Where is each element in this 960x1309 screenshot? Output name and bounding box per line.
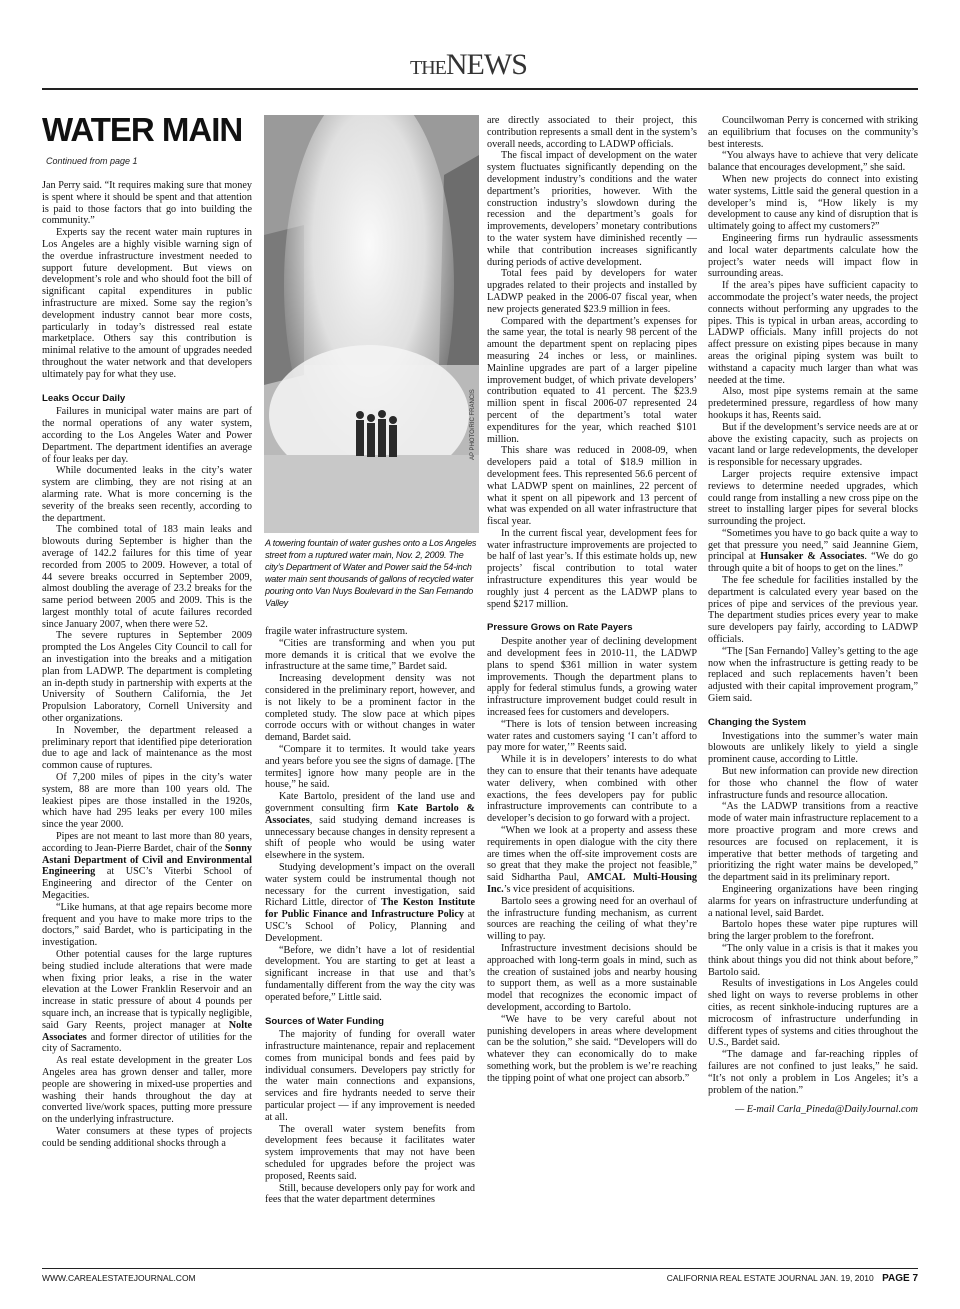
masthead-news: NEWS [445, 48, 527, 81]
paragraph [487, 825, 697, 896]
paragraph [42, 949, 252, 1055]
paragraph-text: Studying development’s impact on the overall water system could be instrumental though not necessary for the current investigation, said Richard Little, director of [265, 861, 475, 909]
paragraph: As real estate development in the greater Los Angeles area has grown denser and taller, more people are showering in mixed-use properties and washing their hands throughout the day at converted live/work spaces, putting more pressure on the underlying infrastructure. [42, 1055, 252, 1126]
paragraph-text: at USC’s Viterbi School of Engineering and director of the Center on Megacities. [42, 866, 252, 902]
paragraph [42, 831, 252, 902]
paragraph-text: at USC’s School of Policy, Planning and Development. [265, 909, 475, 944]
paragraph: “The only value in a crisis is that it makes you think about things you did not think about before,” Bartolo said. [708, 942, 918, 978]
paragraph: When new projects do connect into existing water systems, Little said the general question in a developer’s mind is, “How likely is my development to cause any kind of disruption that is ultimately going to affect my customers?” [708, 173, 918, 233]
section-heading: Sources of Water Funding [265, 1015, 385, 1027]
paragraph: Bartolo sees a growing need for an overhaul of the infrastructure funding mechanism, as current sources are reaching the ceiling of what they’re willing to pay. [487, 895, 697, 943]
masthead-the: THE [410, 57, 446, 79]
section-heading: Changing the System [708, 716, 807, 728]
footer-date: JAN. 19, 2010 [819, 1273, 874, 1283]
paragraph: But if the development’s service needs are at or above the existing capacity, such as projects on vacant land or large redevelopments, the developer is responsible for necessary upgrades. [708, 421, 918, 469]
paragraph [708, 528, 918, 575]
paragraph [265, 862, 475, 945]
paragraph: Of 7,200 miles of pipes in the city’s water system, 88 are more than 100 years old. The leakiest pipes are those installed in the 1920s, which have had 295 leaks per every 100 miles since the year 2000. [42, 772, 252, 831]
paragraph: “There is lots of tension between increasing water rates and customers saying ‘I can’t afford to pay more for water,’” Reents said. [487, 718, 697, 754]
paragraph: In November, the department released a preliminary report that identified pipe deterioration due to age and lack of maintenance as the most common cause of ruptures. [42, 724, 252, 772]
paragraph: Increasing development density was not considered in the preliminary report, however, and is not likely to be a prominent factor in the completed study. The slow pace at which pipes corrode occurs with or without changes in water demand, Bardet said. [265, 673, 475, 744]
paragraph-text: . “We do go through quite a bit of hoops to get on the lines.” [708, 551, 919, 575]
paragraph: In the current fiscal year, development fees for water infrastructure improvements are projected to be half of last year’s. If this estimate holds up, new projects’ fiscal contribution to total water infrastructure expenditures this year would be roughly just 4 percent as the LADWP plans to spend $217 million. [487, 527, 697, 610]
paragraph: “Cities are transforming and when you put more demands it is critical that we evolve the infrastructure at the same time,” Bardet said. [265, 637, 475, 673]
paragraph: Engineering firms run hydraulic assessments and local water departments calculate how the project’s water needs will impact flow in surrounding areas. [708, 232, 918, 280]
paragraph: The overall water system benefits from development fees because it facilitates water system improvements that may not have been scheduled for upgrades before the project was proposed, Reents said. [265, 1123, 475, 1182]
article-column-2 [265, 626, 475, 1206]
paragraph: “Like humans, at that age repairs become more frequent and you have to make more trips to the doctors,” said Bardet, who is participating in the investigation. [42, 901, 252, 949]
paragraph: Jan Perry said. “It requires making sure that money is spent where it should be spent and that attention is paid to those factors that go into building the community.” [42, 180, 252, 227]
paragraph: Councilwoman Perry is concerned with striking an equilibrium that focuses on the community’s best interests. [708, 115, 918, 150]
paragraph: Water consumers at these types of projects could be sending additional shocks through a [42, 1125, 252, 1149]
section-heading: Pressure Grows on Rate Payers [487, 622, 633, 634]
paragraph-text: Kate Bartolo, president of the land use and government consulting firm [265, 791, 475, 814]
footer-rule [42, 1268, 918, 1269]
paragraph: Bartolo hopes these water pipe ruptures will bring the larger problem to the forefront. [708, 919, 918, 943]
paragraph: “The damage and far-reaching ripples of failures are not confined to just leaks,” he said. “It’s not only a problem in Los Angeles; it’s a problem of the nation.” [708, 1049, 918, 1096]
footer-info [667, 1273, 918, 1284]
article-column-1 [42, 180, 252, 1150]
paragraph [265, 791, 475, 862]
footer-page-number: PAGE 7 [882, 1273, 918, 1284]
paragraph: While documented leaks in the city’s water system are climbing, they are not rising at an alarming rate. What is more concerning is the severity of the breaks seen recently, according to the department. [42, 465, 252, 524]
paragraph: Results of investigations in Los Angeles could shed light on ways to reverse problems in other cities, as recent sinkhole-inducing ruptures are a microcosm of infrastructure underfunding in different types of systems and cities throughout the U.S., Bardet said. [708, 978, 918, 1049]
fountain-illustration [264, 115, 479, 533]
paragraph: Engineering organizations have been ringing alarms for years on infrastructure underfunding at a national level, said Bardet. [708, 884, 918, 919]
paragraph: Larger projects require extensive impact reviews to determine needed upgrades, which could range from installing a new cross pipe on the street to installing larger pipes for several blocks surrounding the project. [708, 468, 918, 528]
paragraph-text: and former director of utilities for the city of Sacramento. [42, 1031, 252, 1055]
paragraph: Failures in municipal water mains are part of the normal operations of any water system, according to the Los Angeles Water and Power Department. The department identifies an average of four leaks per day. [42, 406, 252, 465]
paragraph: fragile water infrastructure system. [265, 626, 408, 637]
paragraph: But new information can provide new direction for those who channel the flow of water infrastructure funds and resource allocation. [708, 766, 918, 801]
organization-name: Kate Bartolo & Associates [265, 802, 475, 826]
paragraph: The fiscal impact of development on the water system fluctuates significantly depending on the development industry’s conditions and the water department’s priorities, however. With the construction industry’s slowdown during the recession and the department’s goals for improvements, developers’ monetary contributions to the water system have diminished recently — while that contribution increases significantly during periods of active development. [487, 150, 697, 268]
paragraph-text: “When we look at a property and assess these requirements in open dialogue with the city there are times when the off-site improvement costs are so great that they make the project not feasible,” said Sidhartha Paul, [487, 825, 697, 884]
paragraph: “The [San Fernando] Valley’s getting to the age now when the infrastructure is getting ready to be replaced and such replacements haven’t been adjusted with their capital improvement program,” Giem said. [708, 645, 918, 705]
organization-name: Sonny Astani Department of Civil and Environmental Engineering [42, 842, 252, 878]
footer-publication: CALIFORNIA REAL ESTATE JOURNAL [666, 1273, 818, 1283]
paragraph: The majority of funding for overall water infrastructure maintenance, repair and replacement comes from municipal bonds and fees paid by individual consumers. Developers pay strictly for the water main connections and expansions, services and fire hydrants needed to serve their particular project — if any improvement is needed at all. [265, 1029, 475, 1123]
paragraph-text: Pipes are not meant to last more than 80 years, according to Jean-Pierre Bardet, chair of the [42, 831, 252, 854]
paragraph: If the area’s pipes have sufficient capacity to accommodate the project’s water needs, the project connects without performing any upgrades to the pipes. This is typical in urban areas, according to LADWP officials. Many infill projects do not affect pressure on existing pipes because in many areas the original piping system was built to withstand a capacity much larger than what was needed at the time. [708, 280, 918, 386]
paragraph-text: “Sometimes you have to go back quite a way to get that pressure you need,” said Jeannine Giem, principal at [708, 527, 918, 563]
paragraph-text: Other potential causes for the large ruptures being studied include alterations that were made when fixing prior leaks, a rise in the water elevation at the Lower Franklin Reservoir and an increase in static pressure of about 4 pounds per square inch, an increase that is typically negligible, said Gary Reents, project manager at [42, 949, 252, 1031]
author-email-signoff: — E-mail Carla_Pineda@DailyJournal.com [735, 1104, 918, 1116]
section-heading: Leaks Occur Daily [42, 392, 126, 404]
paragraph: Compared with the department’s expenses for the same year, the total is nearly 98 percent of the amount the department spent on replacing pipes measuring 24 inches or less, or mainlines. Mainline upgrades are part of a larger pipeline improvement budget, of which private developers’ contribution equated to 41 percent. The $23.9 million spent in fiscal 2006-07 represented 24 percent of the department’s total water expenditures for the year, which reached $101 million. [487, 315, 697, 445]
organization-name: Hunsaker & Associates [760, 551, 865, 563]
paragraph: The severe ruptures in September 2009 prompted the Los Angeles City Council to call for an investigation into the breaks and a mitigation plan from LADWP. The department is completing an in-depth study in partnership with experts at the University of Southern California, the Jet Propulsion Laboratory, Cornell University and other organizations. [42, 630, 252, 725]
paragraph: Also, most pipe systems remain at the same predetermined pressure, regardless of how many hookups it has, Reents said. [708, 386, 918, 421]
paragraph: Experts say the recent water main ruptures in Los Angeles are a highly visible warning sign of the overdue infrastructure investment needed to support future development. But views on development’s role and who should foot the bill of significant capital expenditures in public infrastructure are mixed. Some say the region’s development industry cannot bear more costs, particularly in today’s distressed real estate marketplace. Others say this contribution is minimal relative to the amount of upgrades needed throughout the water network and that developers ultimately pay for what they use. [42, 227, 252, 380]
paragraph: Still, because developers only pay for work and fees that the water department determines [265, 1182, 475, 1206]
water-main-photo [264, 115, 479, 533]
continued-note: Continued from page 1 [46, 156, 138, 166]
headline: WATER MAIN [42, 111, 243, 148]
paragraph: are directly associated to their project, this contribution represents a small dent in the system’s overall needs, according to LADWP officials. [487, 115, 697, 150]
paragraph: The fee schedule for facilities installed by the department is calculated every year based on the prices of pipe and services of the previous year. The department studies prices every year to make sure developers pay fairly, according to LADWP officials. [708, 575, 918, 646]
paragraph: Total fees paid by developers for water upgrades related to their projects and installed by LADWP peaked in the 2006-07 fiscal year, when new projects generated $23.9 million in fees. [487, 268, 697, 315]
paragraph: This share was reduced in 2008-09, when developers paid a total of $18.9 million in development fees. This represented 56.6 percent of what LADWP spent on mainlines, 22 percent of what it spent on all pipework and 13 percent of what was expended on all water infrastructure that fiscal year. [487, 445, 697, 528]
paragraph: “We have to be very careful about not punishing developers in areas where development can be the solution,” she said. “Developers will do whatever they can economically do to make something work, but the problem is we’re reaching the tipping point of what one project can absorb.” [487, 1013, 697, 1084]
top-rule [42, 88, 918, 90]
paragraph-text: , said studying demand increases is unnecessary because changes in density represent a shift of people who would be using water elsewhere in the system. [265, 814, 475, 862]
photo-credit: AP PHOTO/RIC FRANCIS [470, 389, 476, 460]
organization-name: AMCAL Multi-Housing Inc. [487, 872, 697, 895]
paragraph: Investigations into the summer’s water main blowouts are unlikely likely to yield a single prominent cause, according to Little. [708, 730, 918, 766]
paragraph: While it is in developers’ interests to do what they can to ensure that their tenants have adequate water delivery, when combined with other exactions, the fees developers pay for public infrastructure improvements can contribute to a developer’s decision to go forward with a project. [487, 754, 697, 825]
paragraph: Infrastructure investment decisions should be approached with long-term goals in mind, such as the creation of sustained jobs and nearby housing to support them, as well as a more sustainable model that recognizes the economic impact of development, according to Bartolo. [487, 942, 697, 1013]
organization-name: The Keston Institute for Public Finance and Infrastructure Policy [265, 897, 475, 921]
paragraph: “Before, we didn’t have a lot of residential development. You are starting to get at least a significant increase in that use and that’s fundamentally different from the way the city was operated before,” Little said. [265, 944, 475, 1003]
paragraph-text: ’s vice president of acquisitions. [503, 884, 635, 895]
organization-name: Nolte Associates [42, 1019, 252, 1043]
masthead [410, 48, 550, 84]
paragraph: Despite another year of declining development and development fees in 2010-11, the LADWP plans to spend $361 million in water system improvements. Though the department plans to apply for federal stimulus funds, a growing water infrastructure improvement budget could result in increased fees for customers and developers. [487, 636, 697, 719]
paragraph: The combined total of 183 main leaks and blowouts during September is higher than the average of 142.2 failures for this time of year recorded from 2005 to 2009. However, a total of 44 severe breaks occurred in September 2009, almost doubling the average of 23.2 breaks for the same period between 2005 and 2009. This is the largest monthly total of acute failures recorded since January 2007, when there were 52. [42, 524, 252, 630]
paragraph: “As the LADWP transitions from a reactive mode of water main infrastructure replacement to a more proactive program and more crews and resources are focused on replacement, it is imperative that better methods of targeting and prioritizing the right water mains be developed,” the department said in its preliminary report. [708, 801, 918, 884]
paragraph: “Compare it to termites. It would take years and years before you see the signs of damage. [The termites] ignore how many people are in the house,” he said. [265, 743, 475, 791]
article-column-3 [487, 115, 697, 1085]
paragraph: “You always have to achieve that very delicate balance that encourages development,” she said. [708, 150, 918, 174]
article-column-4 [708, 115, 918, 1116]
footer-website: WWW.CAREALESTATEJOURNAL.COM [42, 1273, 196, 1283]
photo-caption: A towering fountain of water gushes onto a Los Angeles street from a ruptured water main, Nov. 2, 2009. The city’s Department of Water and Power said the 54-inch water main sent thousands of gallons of recycled water pouring onto Van Nuys Boulevard in the San Fernando Valley [265, 538, 477, 608]
